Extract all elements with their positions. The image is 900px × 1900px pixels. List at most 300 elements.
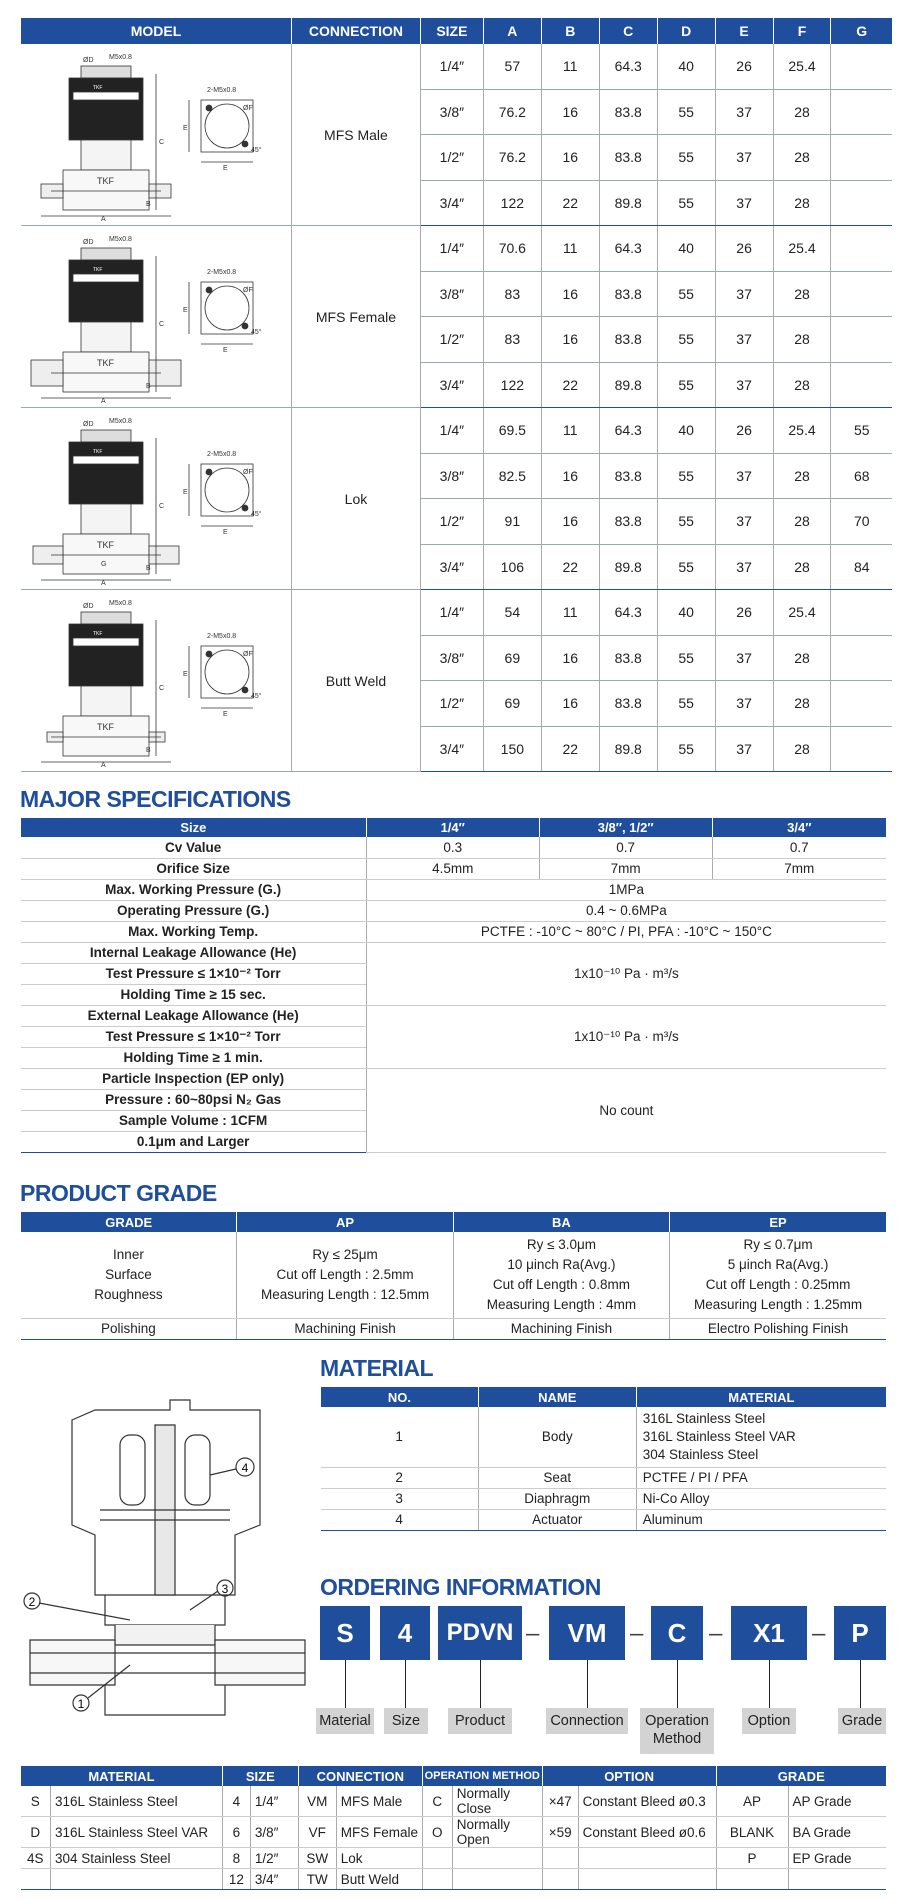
dim-d: 55 xyxy=(657,180,715,225)
roughness-label-line: Surface xyxy=(105,1266,152,1282)
mat-name: Diaphragm xyxy=(478,1488,636,1509)
dim-g xyxy=(831,590,892,636)
dim-a: 69.5 xyxy=(483,408,541,454)
dim-label-f: ØF xyxy=(242,469,253,476)
spec-header-three-quarters: 3/4″ xyxy=(712,818,886,837)
code-row xyxy=(21,1786,887,1817)
ba-line: Ry ≤ 3.0μm xyxy=(526,1236,597,1252)
code-row xyxy=(21,1869,887,1890)
dim-label-d: ØD xyxy=(82,603,94,610)
dim-b: 16 xyxy=(541,453,599,499)
dim-size: 1/4″ xyxy=(420,408,483,454)
ba-line: 10 μinch Ra(Avg.) xyxy=(507,1256,616,1272)
mat-name: 316L Stainless Steel VAR xyxy=(50,1817,222,1848)
dim-g: 55 xyxy=(831,408,892,454)
dim-label-b: B xyxy=(145,747,151,754)
order-label-size: Size xyxy=(384,1708,428,1734)
dim-label-e: E xyxy=(222,347,228,354)
spec-header-quarter: 1/4″ xyxy=(366,818,539,837)
mat-header-material: MATERIAL xyxy=(636,1387,886,1407)
grade-name xyxy=(788,1869,886,1890)
model-table-header xyxy=(21,18,893,44)
external-leak-value: 1x10⁻¹⁰ Pa · m³/s xyxy=(366,1005,886,1068)
dim-label-e: E xyxy=(222,711,228,718)
dim-g xyxy=(831,726,892,772)
dim-label-a: A xyxy=(100,216,106,222)
dim-d: 55 xyxy=(657,453,715,499)
dim-e: 37 xyxy=(715,635,773,681)
major-specifications-table xyxy=(20,818,886,1153)
mat-header-name: NAME xyxy=(478,1387,636,1407)
dim-size: 3/4″ xyxy=(420,362,483,408)
dim-c: 64.3 xyxy=(599,408,657,454)
dim-b: 22 xyxy=(541,362,599,408)
dim-c: 83.8 xyxy=(599,681,657,727)
dim-g xyxy=(831,681,892,727)
model-row xyxy=(21,44,893,89)
order-code-size: 4 xyxy=(380,1606,430,1660)
dim-c: 83.8 xyxy=(599,317,657,363)
ba-line: Cut off Length : 0.8mm xyxy=(492,1276,630,1292)
ba-roughness xyxy=(453,1232,669,1318)
mat-header-no: NO. xyxy=(321,1387,479,1407)
dim-label-m5b: 2-M5x0.8 xyxy=(206,451,236,458)
orifice-value: 7mm xyxy=(712,858,886,879)
dim-a: 82.5 xyxy=(483,453,541,499)
size-value: 1/2″ xyxy=(250,1848,298,1869)
brand-mark: TKF xyxy=(96,540,114,550)
op-name: Normally Open xyxy=(452,1817,542,1848)
dim-size: 3/8″ xyxy=(420,89,483,134)
dim-a: 150 xyxy=(483,726,541,772)
dim-a: 83 xyxy=(483,271,541,317)
op-name xyxy=(452,1848,542,1869)
dim-e: 37 xyxy=(715,135,773,180)
ba-line: Measuring Length : 4mm xyxy=(486,1296,637,1312)
dim-d: 55 xyxy=(657,135,715,180)
dim-g: 84 xyxy=(831,544,892,590)
dim-e: 37 xyxy=(715,681,773,727)
dim-f: 28 xyxy=(773,89,831,134)
dim-f: 25.4 xyxy=(773,408,831,454)
dim-label-e: E xyxy=(182,307,188,314)
order-code-connection: VM xyxy=(549,1606,625,1660)
dim-d: 55 xyxy=(657,362,715,408)
dim-e: 37 xyxy=(715,453,773,499)
dim-a: 70.6 xyxy=(483,226,541,272)
code-row xyxy=(21,1848,887,1869)
order-connector xyxy=(677,1660,678,1708)
dim-b: 22 xyxy=(541,544,599,590)
dim-label-m5: M5x0.8 xyxy=(108,236,132,243)
dim-c: 83.8 xyxy=(599,499,657,545)
dim-d: 55 xyxy=(657,635,715,681)
max-temp-label: Max. Working Temp. xyxy=(21,921,367,942)
dim-e: 37 xyxy=(715,89,773,134)
grade-name: BA Grade xyxy=(788,1817,886,1848)
op-name xyxy=(452,1869,542,1890)
orifice-label: Orifice Size xyxy=(21,858,367,879)
grade-code: BLANK xyxy=(716,1817,788,1848)
dim-c: 89.8 xyxy=(599,362,657,408)
dim-a: 69 xyxy=(483,681,541,727)
product-grade-table xyxy=(20,1212,886,1340)
conn-code: SW xyxy=(298,1848,336,1869)
model-row xyxy=(21,408,893,454)
orifice-value: 4.5mm xyxy=(366,858,539,879)
dim-a: 76.2 xyxy=(483,89,541,134)
opt-name: Constant Bleed ø0.6 xyxy=(578,1817,716,1848)
dim-d: 55 xyxy=(657,89,715,134)
opt-code xyxy=(542,1869,578,1890)
dim-c: 83.8 xyxy=(599,89,657,134)
header-d: D xyxy=(657,18,715,44)
product-grade-title: PRODUCT GRADE xyxy=(20,1180,217,1206)
dim-f: 25.4 xyxy=(773,44,831,89)
size-value: 3/8″ xyxy=(250,1817,298,1848)
major-specifications-title: MAJOR SPECIFICATIONS xyxy=(20,786,291,812)
dim-b: 11 xyxy=(541,590,599,636)
mat-material: Ni-Co Alloy xyxy=(636,1488,886,1509)
dim-g xyxy=(831,226,892,272)
order-label-option: Option xyxy=(742,1708,796,1734)
ep-line: Measuring Length : 1.25mm xyxy=(694,1296,863,1312)
max-pressure-value: 1MPa xyxy=(366,879,886,900)
spec-header-size: Size xyxy=(21,818,367,837)
dim-label-a: A xyxy=(100,398,106,404)
mat-code: D xyxy=(21,1817,51,1848)
header-a: A xyxy=(483,18,541,44)
dim-label-a: A xyxy=(100,762,106,768)
dim-g: 70 xyxy=(831,499,892,545)
spec-row-cv xyxy=(21,837,887,858)
code-header-size: SIZE xyxy=(222,1766,298,1786)
grade-code xyxy=(716,1869,788,1890)
model-drawing-cell xyxy=(21,590,292,772)
mat-code: 4S xyxy=(21,1848,51,1869)
dim-label-deg: 45° xyxy=(250,329,262,336)
dim-a: 91 xyxy=(483,499,541,545)
dim-label-m5: M5x0.8 xyxy=(108,418,132,425)
op-pressure-label: Operating Pressure (G.) xyxy=(21,900,367,921)
mat-material-line: 304 Stainless Steel xyxy=(642,1446,759,1462)
brand-logo: TKF xyxy=(92,631,103,637)
callout-4: 4 xyxy=(241,1461,249,1475)
dim-label-b: B xyxy=(145,565,151,572)
opt-name xyxy=(578,1848,716,1869)
dim-label-d: ØD xyxy=(82,239,94,246)
dim-e: 37 xyxy=(715,726,773,772)
particle-label: Particle Inspection (EP only) xyxy=(21,1068,367,1089)
order-code-material: S xyxy=(320,1606,370,1660)
dim-label-c: C xyxy=(158,139,164,146)
dim-b: 16 xyxy=(541,89,599,134)
dim-d: 55 xyxy=(657,271,715,317)
conn-name: MFS Male xyxy=(336,1786,422,1817)
roughness-label-line: Inner xyxy=(113,1246,144,1262)
dim-a: 69 xyxy=(483,635,541,681)
dim-size: 3/8″ xyxy=(420,271,483,317)
dim-label-c: C xyxy=(158,685,164,692)
header-b: B xyxy=(541,18,599,44)
order-code-option: X1 xyxy=(731,1606,807,1660)
dim-g: 68 xyxy=(831,453,892,499)
grade-name: AP Grade xyxy=(788,1786,886,1817)
roughness-label xyxy=(21,1232,237,1318)
conn-name: MFS Female xyxy=(336,1817,422,1848)
dim-f: 28 xyxy=(773,635,831,681)
dim-size: 1/2″ xyxy=(420,135,483,180)
size-code: 8 xyxy=(222,1848,250,1869)
dim-b: 16 xyxy=(541,635,599,681)
spec-row-max-temp xyxy=(21,921,887,942)
dim-f: 28 xyxy=(773,180,831,225)
dim-f: 25.4 xyxy=(773,226,831,272)
model-drawing-icon xyxy=(21,226,291,404)
order-code-product: PDVN xyxy=(438,1606,522,1660)
brand-logo: TKF xyxy=(92,85,103,91)
dim-c: 64.3 xyxy=(599,44,657,89)
mat-row-actuator xyxy=(321,1509,887,1530)
dim-g xyxy=(831,180,892,225)
dim-b: 16 xyxy=(541,499,599,545)
order-dash: – xyxy=(630,1620,644,1647)
ap-roughness xyxy=(237,1232,453,1318)
dim-g xyxy=(831,271,892,317)
internal-test-pressure: Test Pressure ≤ 1×10⁻² Torr xyxy=(21,963,367,984)
external-test-pressure: Test Pressure ≤ 1×10⁻² Torr xyxy=(21,1026,367,1047)
ap-polishing: Machining Finish xyxy=(237,1318,453,1339)
dim-e: 37 xyxy=(715,544,773,590)
spec-row-orifice xyxy=(21,858,887,879)
conn-code: TW xyxy=(298,1869,336,1890)
spec-row-op-pressure xyxy=(21,900,887,921)
dim-g xyxy=(831,44,892,89)
mat-no: 1 xyxy=(321,1407,479,1467)
grade-polishing-row xyxy=(21,1318,887,1339)
dim-a: 83 xyxy=(483,317,541,363)
grade-header-grade: GRADE xyxy=(21,1212,237,1232)
dim-label-m5: M5x0.8 xyxy=(108,54,132,61)
dim-size: 3/4″ xyxy=(420,726,483,772)
code-row xyxy=(21,1817,887,1848)
order-label-operation: Operation xyxy=(645,1713,709,1729)
op-pressure-value: 0.4 ~ 0.6MPa xyxy=(366,900,886,921)
order-label-material: Material xyxy=(316,1708,374,1734)
code-header-connection: CONNECTION xyxy=(298,1766,422,1786)
dim-size: 3/4″ xyxy=(420,180,483,225)
max-temp-value: PCTFE : -10°C ~ 80°C / PI, PFA : -10°C ~ 150°C xyxy=(366,921,886,942)
dim-size: 3/8″ xyxy=(420,635,483,681)
mat-material-line: 316L Stainless Steel xyxy=(642,1410,766,1426)
dim-e: 37 xyxy=(715,180,773,225)
ep-polishing: Electro Polishing Finish xyxy=(670,1318,886,1339)
ep-line: 5 μinch Ra(Avg.) xyxy=(727,1256,829,1272)
dim-f: 28 xyxy=(773,726,831,772)
dim-f: 28 xyxy=(773,362,831,408)
opt-name: Constant Bleed ø0.3 xyxy=(578,1786,716,1817)
size-code: 12 xyxy=(222,1869,250,1890)
order-label-connection: Connection xyxy=(546,1708,628,1734)
cv-label: Cv Value xyxy=(21,837,367,858)
order-connector xyxy=(480,1660,481,1708)
dim-c: 83.8 xyxy=(599,135,657,180)
spec-row-particle xyxy=(21,1068,887,1089)
order-code-grade: P xyxy=(834,1606,886,1660)
mat-name: 316L Stainless Steel xyxy=(50,1786,222,1817)
model-row xyxy=(21,590,893,636)
dim-size: 1/2″ xyxy=(420,317,483,363)
model-drawing-cell xyxy=(21,44,292,226)
dim-label-e: E xyxy=(182,489,188,496)
dim-label-f: ØF xyxy=(242,287,253,294)
dim-g xyxy=(831,89,892,134)
spec-header-three-eighths: 3/8″, 1/2″ xyxy=(539,818,712,837)
dim-label-m5b: 2-M5x0.8 xyxy=(206,633,236,640)
particle-size: 0.1μm and Larger xyxy=(21,1131,367,1152)
mat-row-diaphragm xyxy=(321,1488,887,1509)
code-header-operation-method: OPERATION METHOD xyxy=(422,1766,542,1786)
spec-row-max-pressure xyxy=(21,879,887,900)
dim-g xyxy=(831,362,892,408)
external-leak-label: External Leakage Allowance (He) xyxy=(21,1005,367,1026)
order-label-product: Product xyxy=(448,1708,512,1734)
dim-a: 54 xyxy=(483,590,541,636)
code-header-grade: GRADE xyxy=(716,1766,886,1786)
dim-label-m5b: 2-M5x0.8 xyxy=(206,269,236,276)
brand-mark: TKF xyxy=(96,358,114,368)
dim-g xyxy=(831,317,892,363)
mat-name: Seat xyxy=(478,1467,636,1488)
dim-a: 76.2 xyxy=(483,135,541,180)
dim-b: 16 xyxy=(541,317,599,363)
order-connector xyxy=(860,1660,861,1708)
model-row xyxy=(21,226,893,272)
dim-label-e: E xyxy=(222,529,228,536)
internal-holding-time: Holding Time ≥ 15 sec. xyxy=(21,984,367,1005)
opt-name xyxy=(578,1869,716,1890)
mat-name: 304 Stainless Steel xyxy=(50,1848,222,1869)
dim-c: 64.3 xyxy=(599,590,657,636)
dim-label-m5b: 2-M5x0.8 xyxy=(206,87,236,94)
ordering-information-title: ORDERING INFORMATION xyxy=(320,1574,601,1600)
header-connection: CONNECTION xyxy=(291,18,420,44)
dim-label-m5: M5x0.8 xyxy=(108,600,132,607)
header-size: SIZE xyxy=(420,18,483,44)
dim-e: 26 xyxy=(715,226,773,272)
order-connector xyxy=(345,1660,346,1708)
dim-d: 55 xyxy=(657,544,715,590)
code-header-material: MATERIAL xyxy=(21,1766,223,1786)
order-connector xyxy=(587,1660,588,1708)
dim-a: 122 xyxy=(483,362,541,408)
order-dash: – xyxy=(526,1620,540,1647)
dim-label-deg: 45° xyxy=(250,147,262,154)
dim-e: 37 xyxy=(715,362,773,408)
dim-label-deg: 45° xyxy=(250,693,262,700)
dim-e: 37 xyxy=(715,317,773,363)
dim-label-c: C xyxy=(158,503,164,510)
roughness-label-line: Roughness xyxy=(94,1286,163,1302)
header-model: MODEL xyxy=(21,18,292,44)
dim-label-a: A xyxy=(100,580,106,586)
conn-name: Butt Weld xyxy=(336,1869,422,1890)
dim-size: 3/4″ xyxy=(420,544,483,590)
brand-mark: TKF xyxy=(96,722,114,732)
grade-header-ep: EP xyxy=(670,1212,886,1232)
order-connector xyxy=(405,1660,406,1708)
mat-code xyxy=(21,1869,51,1890)
order-label-operation-method xyxy=(640,1708,714,1754)
valve-cross-section-drawing xyxy=(20,1395,320,1750)
dim-d: 55 xyxy=(657,726,715,772)
dim-a: 122 xyxy=(483,180,541,225)
header-e: E xyxy=(715,18,773,44)
size-code: 6 xyxy=(222,1817,250,1848)
mat-material xyxy=(636,1407,886,1467)
ap-line: Measuring Length : 12.5mm xyxy=(261,1286,430,1302)
order-label-method: Method xyxy=(652,1731,702,1747)
max-pressure-label: Max. Working Pressure (G.) xyxy=(21,879,367,900)
dim-c: 64.3 xyxy=(599,226,657,272)
material-title: MATERIAL xyxy=(320,1355,434,1381)
mat-row-seat xyxy=(321,1467,887,1488)
dim-f: 28 xyxy=(773,135,831,180)
dim-size: 3/8″ xyxy=(420,453,483,499)
dim-f: 28 xyxy=(773,499,831,545)
order-dash: – xyxy=(812,1620,826,1647)
model-drawing-icon xyxy=(21,408,291,586)
code-header-option: OPTION xyxy=(542,1766,716,1786)
dim-c: 83.8 xyxy=(599,635,657,681)
dim-label-b: B xyxy=(145,383,151,390)
dim-e: 26 xyxy=(715,408,773,454)
order-connector xyxy=(769,1660,770,1708)
material-table xyxy=(320,1387,886,1531)
mat-no: 4 xyxy=(321,1509,479,1530)
dim-d: 55 xyxy=(657,499,715,545)
dim-size: 1/4″ xyxy=(420,44,483,89)
dim-e: 26 xyxy=(715,44,773,89)
dim-b: 22 xyxy=(541,180,599,225)
dim-d: 55 xyxy=(657,317,715,363)
header-g: G xyxy=(831,18,892,44)
dim-c: 83.8 xyxy=(599,453,657,499)
conn-name: Lok xyxy=(336,1848,422,1869)
mat-code: S xyxy=(21,1786,51,1817)
dim-b: 11 xyxy=(541,226,599,272)
mat-name xyxy=(50,1869,222,1890)
dim-d: 40 xyxy=(657,44,715,89)
brand-logo: TKF xyxy=(92,449,103,455)
conn-code: VF xyxy=(298,1817,336,1848)
cv-value: 0.3 xyxy=(366,837,539,858)
ordering-code-table xyxy=(20,1766,886,1890)
mat-material: PCTFE / PI / PFA xyxy=(636,1467,886,1488)
size-value: 1/4″ xyxy=(250,1786,298,1817)
grade-header-ba: BA xyxy=(453,1212,669,1232)
dim-e: 26 xyxy=(715,590,773,636)
dim-f: 28 xyxy=(773,681,831,727)
grade-code: P xyxy=(716,1848,788,1869)
ba-polishing: Machining Finish xyxy=(453,1318,669,1339)
op-code: C xyxy=(422,1786,452,1817)
dim-label-deg: 45° xyxy=(250,511,262,518)
dim-d: 40 xyxy=(657,408,715,454)
dim-e: 37 xyxy=(715,499,773,545)
cv-value: 0.7 xyxy=(539,837,712,858)
conn-code: VM xyxy=(298,1786,336,1817)
